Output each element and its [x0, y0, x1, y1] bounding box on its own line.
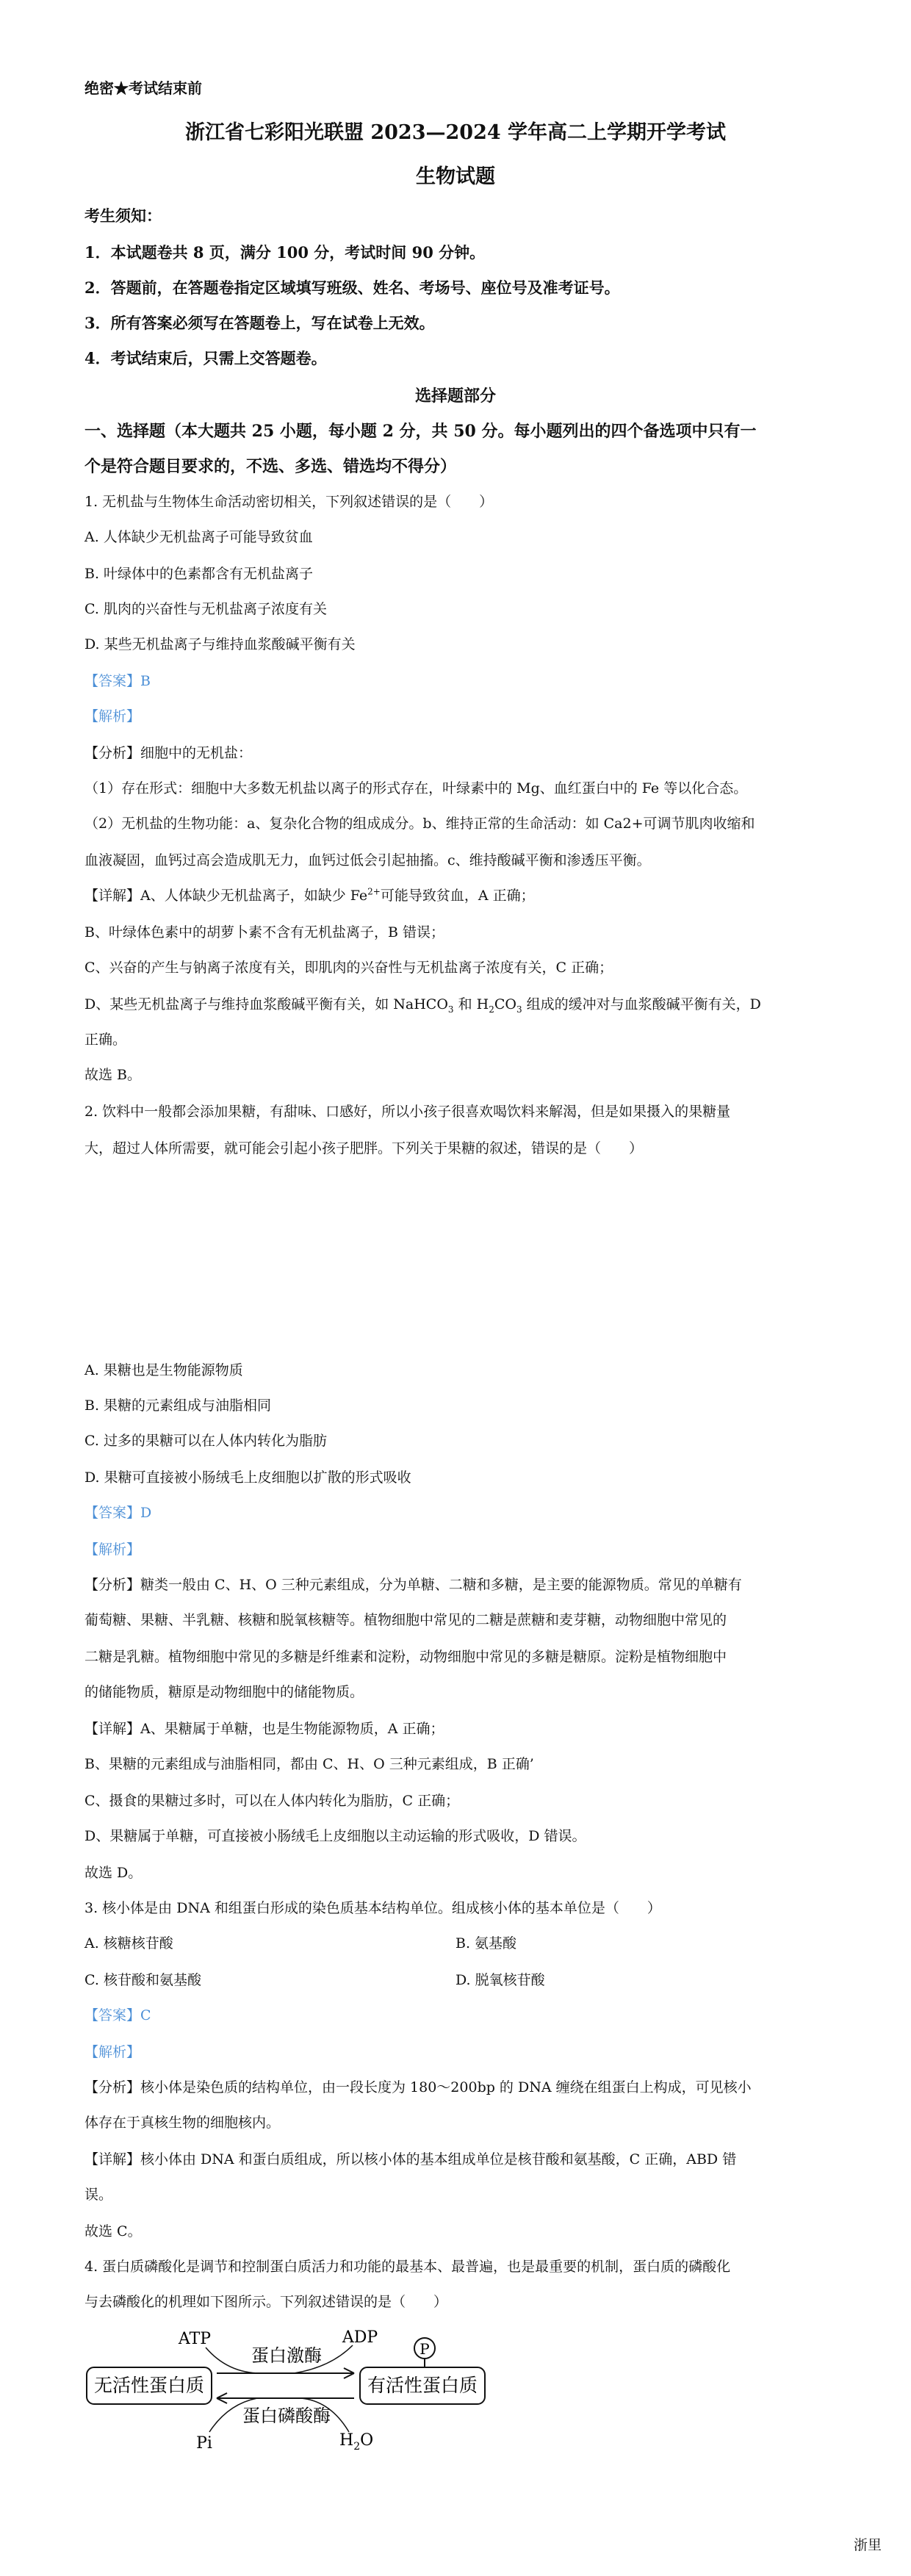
subscript: 3	[516, 1004, 522, 1015]
subscript: 3	[447, 1004, 454, 1015]
page-subtitle: 生物试题	[416, 165, 495, 188]
question-1-jiexi: 【解析】	[84, 708, 141, 724]
detail-text: 【详解】A、人体缺少无机盐离子，如缺少 Fe	[84, 888, 368, 904]
detail-text: 组成的缓冲对与血浆酸碱平衡有关，D	[522, 996, 761, 1012]
question-1-analysis: （1）存在形式：细胞中大多数无机盐以离子的形式存在，叶绿素中的 Mg、血红蛋白中的 Fe 等以化合态。	[84, 780, 748, 796]
kinase-label: 蛋白激酶	[251, 2345, 322, 2366]
section-part: 选择题部分	[414, 386, 496, 406]
water-o: O	[360, 2431, 374, 2450]
question-3-answer: 【答案】C	[84, 2007, 151, 2023]
question-2-detail-a: 【详解】A、果糖属于单糖，也是生物能源物质，A 正确；	[84, 1721, 444, 1737]
phosphatase-label: 蛋白磷酸酶	[242, 2406, 331, 2426]
question-2-analysis: 葡萄糖、果糖、半乳糖、核糖和脱氧核糖等。植物细胞中常见的二糖是蔗糖和麦芽糖，动物细胞中常见的	[84, 1612, 727, 1628]
question-3-option: A. 核糖核苷酸	[84, 1935, 173, 1951]
section-instruction: 一、选择题（本大题共 25 小题，每小题 2 分，共 50 分。每小题列出的四个备选项中只有一	[84, 422, 757, 441]
question-2-stem: 大，超过人体所需要，就可能会引起小孩子肥胖。下列关于果糖的叙述，错误的是（ ）	[84, 1140, 644, 1156]
question-2-detail-c: C、摄食的果糖过多时，可以在人体内转化为脂肪，C 正确；	[84, 1793, 460, 1809]
question-3-analysis: 体存在于真核生物的细胞核内。	[84, 2115, 281, 2131]
question-1-option: D. 某些无机盐离子与维持血浆酸碱平衡有关	[84, 636, 356, 652]
question-2-stem: 2. 饮料中一般都会添加果糖，有甜味、口感好，所以小孩子很喜欢喝饮料来解渴，但是如果摄入的果糖量	[84, 1104, 731, 1120]
question-2-analysis: 【分析】糖类一般由 C、H、O 三种元素组成，分为单糖、二糖和多糖，是主要的能源物质。常见的单糖有	[84, 1577, 742, 1593]
question-3-jiexi: 【解析】	[84, 2044, 141, 2060]
question-2-option: C. 过多的果糖可以在人体内转化为脂肪	[84, 1433, 327, 1449]
question-2-option: A. 果糖也是生物能源物质	[84, 1362, 243, 1378]
question-1-analysis: （2）无机盐的生物功能：a、复杂化合物的组成成分。b、维持正常的生命活动：如 Ca2+可调节肌肉收缩和	[84, 816, 755, 832]
question-1-stem: 1. 无机盐与生物体生命活动密切相关，下列叙述错误的是（ ）	[84, 494, 494, 510]
page-footer: 浙里	[853, 2537, 882, 2553]
question-2-detail-d: D、果糖属于单糖，可直接被小肠绒毛上皮细胞以主动运输的形式吸收，D 错误。	[84, 1828, 586, 1844]
question-1-answer: 【答案】B	[84, 673, 151, 689]
question-1-detail-b: B、叶绿体色素中的胡萝卜素不含有无机盐离子，B 错误；	[84, 924, 444, 940]
question-2-conclusion: 故选 D。	[84, 1865, 143, 1881]
question-3-analysis: 【分析】核小体是染色质的结构单位，由一段长度为 180～200bp 的 DNA 缠绕在组蛋白上构成，可见核小	[84, 2079, 752, 2095]
question-2-jiexi: 【解析】	[84, 1541, 141, 1558]
question-3-stem: 3. 核小体是由 DNA 和组蛋白形成的染色质基本结构单位。组成核小体的基本单位是（ ）	[84, 1900, 661, 1916]
phosphorylation-diagram	[81, 2322, 522, 2469]
section-instruction: 个是符合题目要求的，不选、多选、错选均不得分）	[84, 457, 457, 476]
question-3-option: B. 氨基酸	[455, 1935, 517, 1951]
phosphate-label: P	[420, 2340, 430, 2358]
notice-item: 1．本试题卷共 8 页，满分 100 分，考试时间 90 分钟。	[84, 243, 486, 262]
notice-item: 4．考试结束后，只需上交答题卷。	[84, 349, 327, 367]
question-1-detail-c: C、兴奋的产生与钠离子浓度有关，即肌肉的兴奋性与无机盐离子浓度有关，C 正确；	[84, 960, 613, 976]
notice-item: 2．答题前，在答题卷指定区域填写班级、姓名、考场号、座位号及准考证号。	[84, 278, 620, 297]
question-2-analysis: 二糖是乳糖。植物细胞中常见的多糖是纤维素和淀粉，动物细胞中常见的多糖是糖原。淀粉是植物细胞中	[84, 1649, 727, 1665]
question-1-analysis: 血液凝固，血钙过高会造成肌无力，血钙过低会引起抽搐。c、维持酸碱平衡和渗透压平衡。	[84, 852, 651, 868]
water-sub: 2	[353, 2441, 361, 2453]
question-4-stem: 4. 蛋白质磷酸化是调节和控制蛋白质活力和功能的最基本、最普遍，也是最重要的机制，蛋白质的磷酸化	[84, 2259, 731, 2275]
question-2-answer: 【答案】D	[84, 1505, 152, 1521]
question-1-detail-a	[84, 885, 535, 904]
adp-label: ADP	[342, 2328, 378, 2347]
question-1-option: A. 人体缺少无机盐离子可能导致贫血	[84, 529, 313, 545]
pi-label: Pi	[196, 2434, 212, 2453]
atp-label: ATP	[178, 2330, 212, 2348]
question-3-option: D. 脱氧核苷酸	[455, 1972, 545, 1988]
water-label	[339, 2431, 373, 2453]
notice-item: 3．所有答案必须写在答题卷上，写在试卷上无效。	[84, 314, 435, 332]
question-2-option: B. 果糖的元素组成与油脂相同	[84, 1397, 272, 1414]
question-3-detail: 误。	[84, 2187, 113, 2203]
secret-label: 绝密★考试结束前	[84, 79, 202, 97]
page-title: 浙江省七彩阳光联盟 2023—2024 学年高二上学期开学考试	[184, 121, 727, 144]
question-2-detail-b: B、果糖的元素组成与油脂相同，都由 C、H、O 三种元素组成，B 正确’	[84, 1756, 534, 1772]
detail-text: 和 H	[453, 996, 489, 1012]
question-4-stem: 与去磷酸化的机理如下图所示。下列叙述错误的是（ ）	[84, 2294, 448, 2310]
inactive-protein-label: 无活性蛋白质	[93, 2375, 205, 2396]
question-1-detail-d-end: 正确。	[84, 1032, 127, 1048]
question-1-conclusion: 故选 B。	[84, 1067, 142, 1083]
superscript: 2+	[367, 886, 381, 897]
question-2-option: D. 果糖可直接被小肠绒毛上皮细胞以扩散的形式吸收	[84, 1469, 411, 1486]
detail-text: 可能导致贫血，A 正确；	[380, 888, 535, 904]
question-3-option: C. 核苷酸和氨基酸	[84, 1972, 201, 1988]
subscript: 2	[489, 1004, 494, 1015]
question-1-option: C. 肌肉的兴奋性与无机盐离子浓度有关	[84, 601, 327, 617]
question-3-conclusion: 故选 C。	[84, 2223, 142, 2239]
question-3-detail: 【详解】核小体由 DNA 和蛋白质组成，所以核小体的基本组成单位是核苷酸和氨基酸，C 正确，ABD 错	[84, 2151, 737, 2167]
question-1-option: B. 叶绿体中的色素都含有无机盐离子	[84, 566, 314, 582]
detail-text: CO	[494, 996, 516, 1012]
water-h: H	[339, 2431, 354, 2450]
notice-heading: 考生须知：	[84, 206, 162, 225]
active-protein-label: 有活性蛋白质	[367, 2375, 478, 2396]
question-2-analysis: 的储能物质，糖原是动物细胞中的储能物质。	[84, 1684, 364, 1700]
detail-text: D、某些无机盐离子与维持血浆酸碱平衡有关，如 NaHCO	[84, 996, 448, 1012]
question-1-analysis: 【分析】细胞中的无机盐：	[84, 745, 253, 761]
question-1-detail-d	[84, 993, 761, 1015]
